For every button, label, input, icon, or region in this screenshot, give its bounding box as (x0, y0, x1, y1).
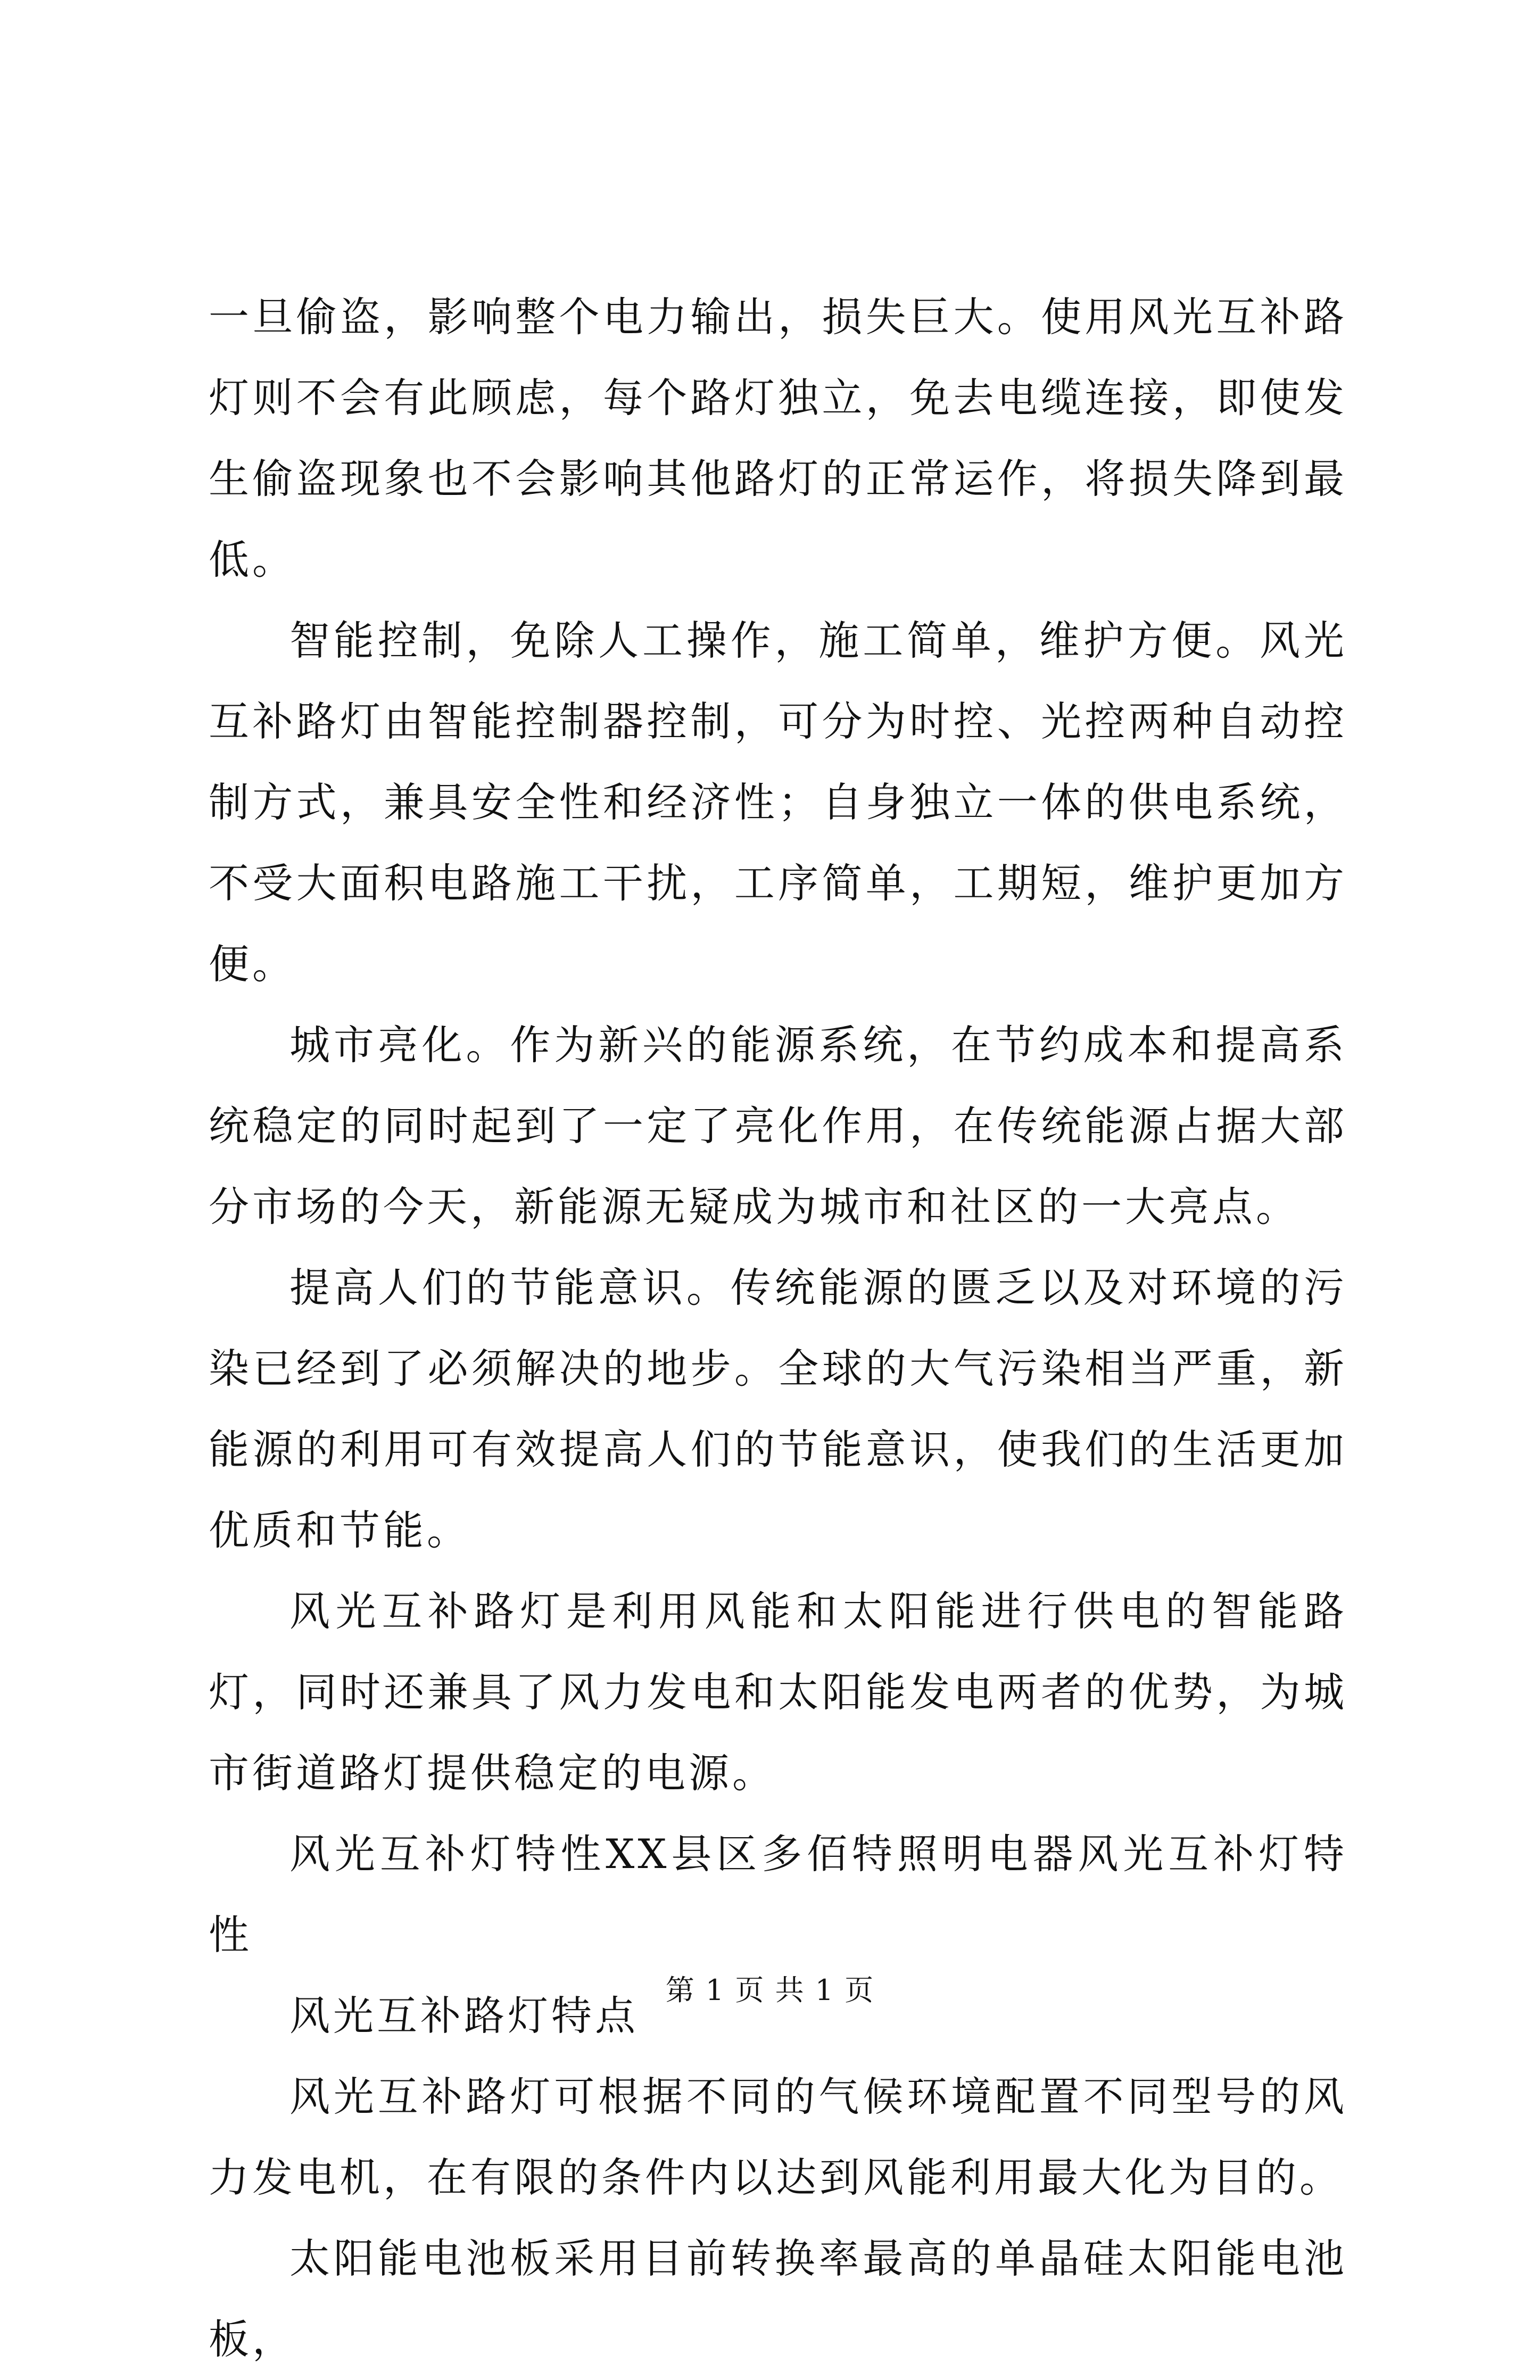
paragraph-4: 提高人们的节能意识。传统能源的匮乏以及对环境的污染已经到了必须解决的地步。全球的大气污染相当严重，新能源的利用可有效提高人们的节能意识，使我们的生活更加优质和节能。 (209, 1264, 1347, 1554)
paragraph-8: 风光互补路灯可根据不同的气候环境配置不同型号的风力发电机，在有限的条件内以达到风能利用最大化为目的。 (209, 2073, 1347, 2201)
paragraph-5: 风光互补路灯是利用风能和太阳能进行供电的智能路灯，同时还兼具了风力发电和太阳能发电两者的优势，为城市街道路灯提供稳定的电源。 (209, 1588, 1347, 1797)
paragraph-7: 风光互补路灯特点 (289, 1992, 639, 2039)
paragraph-6: 风光互补灯特性XX县区多佰特照明电器风光互补灯特性 (209, 1830, 1347, 1958)
paragraph-9: 太阳能电池板采用目前转换率最高的单晶硅太阳能电池板， (209, 2235, 1347, 2363)
paragraph-2: 智能控制，免除人工操作，施工简单，维护方便。风光互补路灯由智能控制器控制，可分为时控、光控两种自动控制方式，兼具安全性和经济性；自身独立一体的供电系统，不受大面积电路施工干扰，工序简单，工期短，维护更加方便。 (209, 617, 1347, 988)
body-text (209, 277, 1347, 2380)
page-footer: 第 1 页 共 1 页 (665, 1973, 875, 2007)
paragraph-3: 城市亮化。作为新兴的能源系统，在节约成本和提高系统稳定的同时起到了一定了亮化作用，在传统能源占据大部分市场的今天，新能源无疑成为城市和社区的一大亮点。 (209, 1021, 1347, 1230)
paragraph-1: 一旦偷盗，影响整个电力输出，损失巨大。使用风光互补路灯则不会有此顾虑，每个路灯独立，免去电缆连接，即使发生偷盗现象也不会影响其他路灯的正常运作，将损失降到最低。 (209, 293, 1347, 583)
